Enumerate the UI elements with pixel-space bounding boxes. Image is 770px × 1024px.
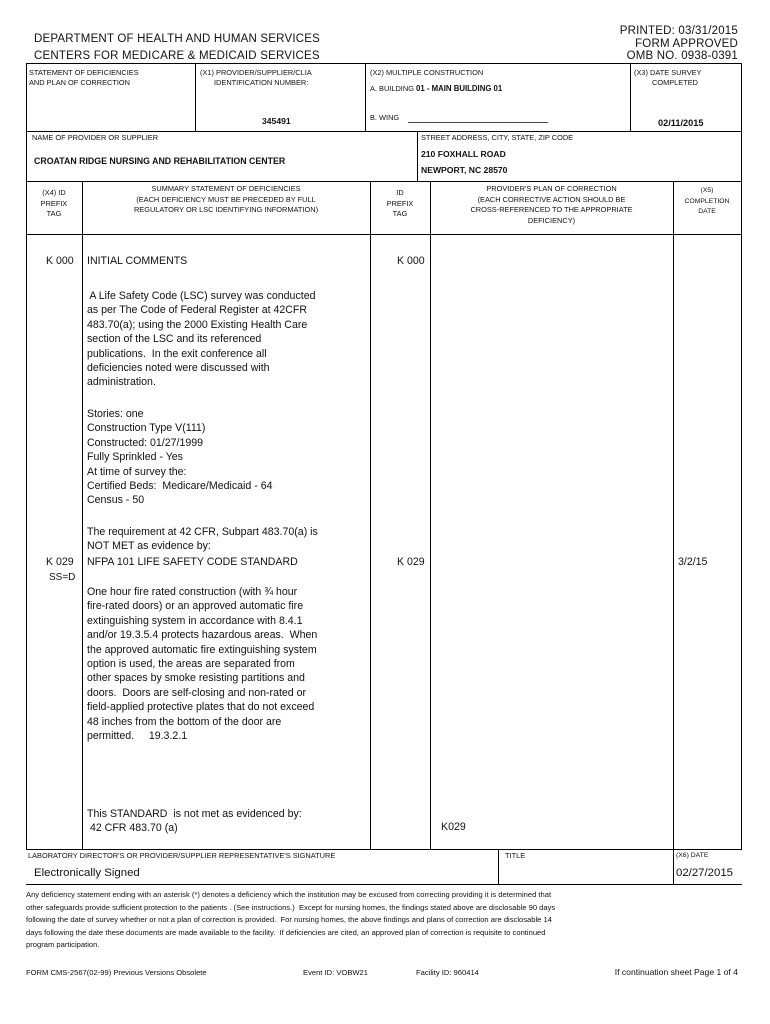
provider-name-label: NAME OF PROVIDER OR SUPPLIER	[32, 133, 159, 142]
x2-label: (X2) MULTIPLE CONSTRUCTION	[370, 68, 484, 77]
summary-header	[82, 184, 370, 216]
x3-label-1: (X3) DATE SURVEY	[634, 68, 702, 77]
printed-date: PRINTED: 03/31/2015	[619, 25, 738, 37]
signature-label: LABORATORY DIRECTOR'S OR PROVIDER/SUPPLIER REPRESENTATIVE'S SIGNATURE	[28, 851, 336, 860]
box-divider-1	[26, 131, 742, 132]
omb-number: OMB NO. 0938-0391	[626, 50, 738, 62]
statement-label-1: STATEMENT OF DEFICIENCIES	[29, 68, 139, 77]
k000-title: INITIAL COMMENTS	[87, 255, 188, 267]
column-header-divider	[26, 234, 742, 235]
address-line-1: 210 FOXHALL ROAD	[421, 149, 506, 159]
plan-header-line-3: CROSS-REFERENCED TO THE APPROPRIATE	[470, 205, 633, 214]
signature-value: Electronically Signed	[34, 867, 140, 879]
k029-severity: SS=D	[49, 572, 76, 583]
wing-blank-line	[408, 122, 548, 123]
agency-name: CENTERS FOR MEDICARE & MEDICAID SERVICES	[34, 50, 320, 62]
x1-label-1: (X1) PROVIDER/SUPPLIER/CLIA	[200, 68, 312, 77]
id-header-line-2: PREFIX	[386, 198, 414, 208]
k029-completion-date: 3/2/15	[678, 556, 708, 568]
date-label: (X6) DATE	[676, 852, 709, 859]
k029-standard-text: One hour fire rated construction (with ¾ hour fire-rated doors) or an approved automatic fire extinguishing system in accordance with 8.4.1 and/or 19.3.5.4 protects hazardous areas. When the approved automatic fire extinguishing system option is used, the areas are separated from other spaces by smoke resisting partitions and doors. Doors are self-closing and non-rated or field-applied protective plates that do not exceed 48 inches from the bottom of the door are permitted. 19.3.2.1	[87, 586, 318, 743]
id-header-line-1: ID	[396, 188, 404, 197]
statement-label-2: AND PLAN OF CORRECTION	[29, 78, 131, 87]
wing-label-text: B. WING	[370, 113, 400, 122]
address-label: STREET ADDRESS, CITY, STATE, ZIP CODE	[421, 133, 574, 142]
x4-header	[26, 188, 82, 220]
box-divider-2	[26, 181, 742, 182]
col-sep-summary	[370, 181, 371, 849]
k000-right-tag: K 000	[397, 255, 425, 267]
x3-separator	[630, 63, 631, 131]
survey-details-text: Stories: one Construction Type V(111) Constructed: 01/27/1999 Fully Sprinkled - Yes At time of survey the: Certified Beds: Medicare/Medicaid - 64 Census - 50	[87, 408, 273, 507]
survey-completed-date: 02/11/2015	[658, 118, 704, 128]
title-separator	[498, 849, 499, 884]
x5-header-line-1: (X5)	[700, 187, 714, 194]
facility-id: Facility ID: 960414	[416, 968, 479, 977]
signature-bottom-border	[26, 884, 742, 885]
title-label: TITLE	[505, 851, 526, 860]
plan-header-line-2: (EACH CORRECTIVE ACTION SHOULD BE	[477, 194, 626, 204]
body-bottom-border	[26, 849, 742, 850]
requirement-text: The requirement at 42 CFR, Subpart 483.70(a) is NOT MET as evidence by:	[87, 526, 318, 553]
building-label	[370, 84, 502, 94]
top-border	[26, 63, 742, 64]
x5-header-line-3: DATE	[698, 208, 716, 215]
wing-label	[370, 113, 399, 123]
id-header	[370, 188, 430, 220]
plan-header-line-4: DEFICIENCY)	[527, 215, 576, 225]
x2-separator	[365, 63, 366, 131]
summary-header-line-2: (EACH DEFICIENCY MUST BE PRECEDED BY FULL	[136, 194, 316, 204]
summary-header-line-1: SUMMARY STATEMENT OF DEFICIENCIES	[151, 184, 301, 193]
deficiency-footnote: Any deficiency statement ending with an asterisk (*) denotes a deficiency which the institution may be excused from correcting providing it is determined that other safeguards provide sufficient protection to the patients . (See instructions.) Except for nursing homes, the findings stated above are disclosable 90 days following the date of survey whether or not a plan of correction is provided. For nursing homes, the above findings and plans of correction are disclosable 14 days following the date these documents are made available to the facility. If deficiencies are cited, an approved plan of correction is requisite to continued program participation.	[26, 890, 556, 950]
date-separator	[673, 849, 674, 884]
plan-header-line-1: PROVIDER'S PLAN OF CORRECTION	[486, 184, 617, 193]
provider-id-number: 345491	[262, 116, 291, 126]
signature-date: 02/27/2015	[676, 867, 734, 879]
building-label-text: A. BUILDING	[370, 84, 414, 93]
address-separator	[417, 131, 418, 181]
x5-header-line-2: COMPLETION	[684, 197, 730, 205]
id-header-line-3: TAG	[392, 209, 408, 218]
x1-separator	[195, 63, 196, 131]
x5-header	[673, 186, 741, 218]
col-sep-plan	[673, 181, 674, 849]
department-name: DEPARTMENT OF HEALTH AND HUMAN SERVICES	[34, 33, 320, 45]
page-indicator: If continuation sheet Page 1 of 4	[614, 967, 738, 977]
x4-header-line-3: TAG	[46, 209, 62, 218]
left-border	[26, 63, 27, 849]
address-line-2: NEWPORT, NC 28570	[421, 165, 508, 175]
plan-reference: K029	[441, 821, 466, 833]
k000-comment-text: A Life Safety Code (LSC) survey was conducted as per The Code of Federal Register at 42CFR 483.70(a); using the 2000 Existing Health Care section of the LSC and its referenced publications. In the exit conference all deficiencies noted were discussed with administration.	[87, 290, 316, 389]
k029-title: NFPA 101 LIFE SAFETY CODE STANDARD	[87, 556, 298, 568]
x1-label-2: IDENTIFICATION NUMBER:	[214, 78, 309, 87]
plan-header	[430, 184, 673, 226]
right-border	[741, 63, 742, 849]
provider-name: CROATAN RIDGE NURSING AND REHABILITATION CENTER	[34, 156, 286, 166]
event-id: Event ID: VOBW21	[303, 968, 368, 977]
form-approved: FORM APPROVED	[635, 38, 738, 50]
x4-header-line-2: PREFIX	[40, 198, 68, 208]
k029-tag: K 029	[46, 556, 74, 568]
x4-header-line-1: (X4) ID	[42, 188, 66, 197]
col-sep-id	[430, 181, 431, 849]
not-met-text: This STANDARD is not met as evidenced by: 42 CFR 483.70 (a)	[87, 808, 302, 835]
col-sep-x4	[82, 181, 83, 849]
form-number: FORM CMS-2567(02-99) Previous Versions Obsolete	[26, 968, 207, 977]
k000-tag: K 000	[46, 255, 74, 267]
k029-right-tag: K 029	[397, 556, 425, 568]
building-value: 01 - MAIN BUILDING 01	[416, 84, 503, 93]
x3-label-2: COMPLETED	[652, 78, 698, 87]
summary-header-line-3: REGULATORY OR LSC IDENTIFYING INFORMATION)	[133, 205, 319, 214]
